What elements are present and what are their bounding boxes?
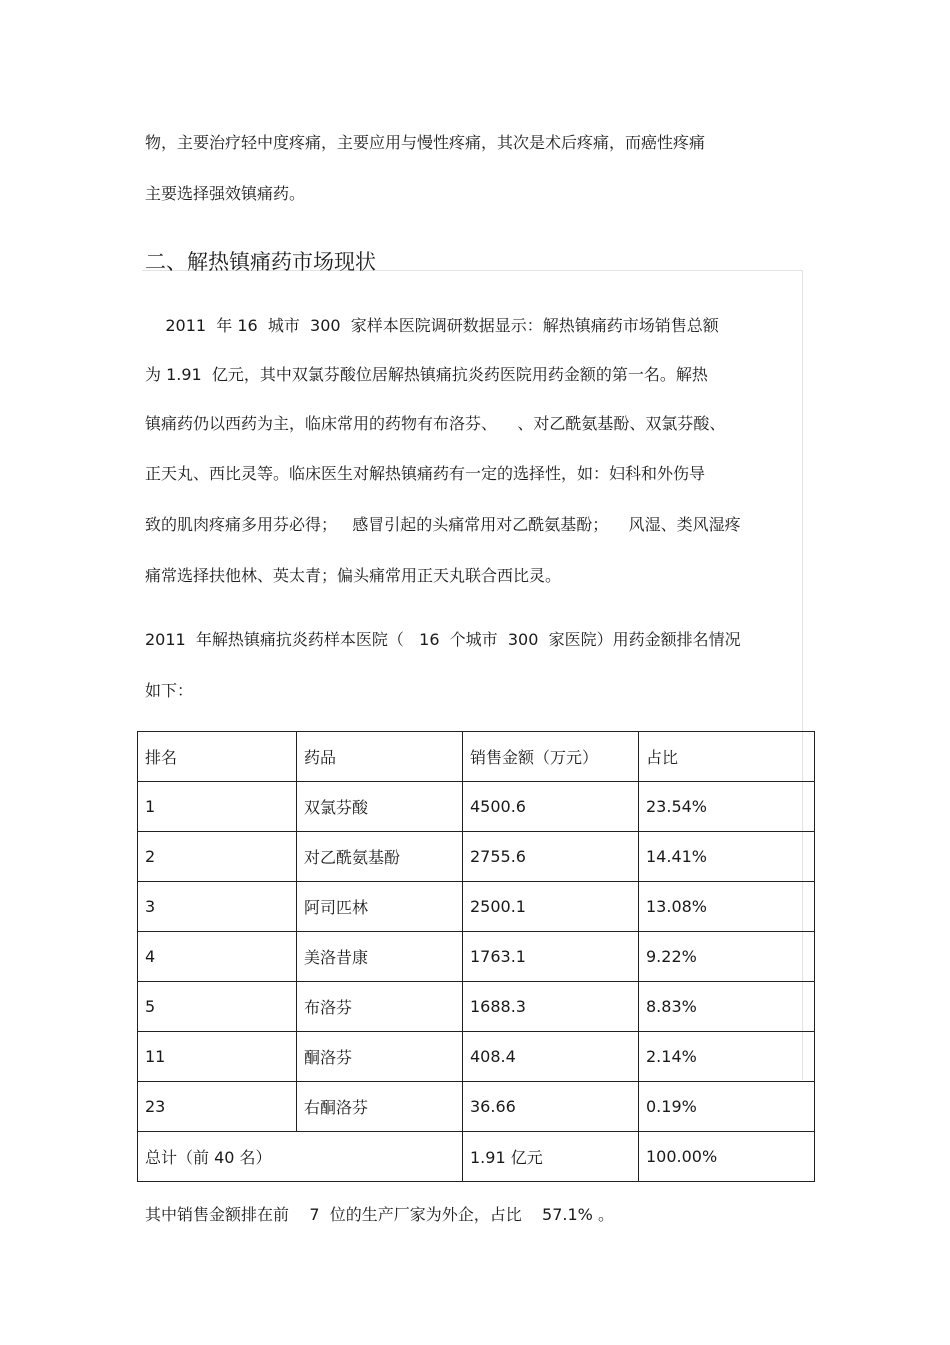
cell-sales: 2755.6 xyxy=(463,832,639,882)
cell-share: 14.41% xyxy=(639,832,815,882)
cell-sales: 1763.1 xyxy=(463,932,639,982)
cell-drug: 阿司匹林 xyxy=(297,882,463,932)
table-row xyxy=(138,832,815,882)
paragraph-line-3: 镇痛药仍以西药为主，临床常用的药物有布洛芬、 、对乙酰氨基酚、双氯芬酸、 xyxy=(145,414,726,433)
footer-note: 其中销售金额排在前 7 位的生产厂家为外企，占比 57.1% 。 xyxy=(145,1205,614,1224)
cell-share: 0.19% xyxy=(639,1082,815,1132)
cell-rank: 2 xyxy=(138,832,297,882)
cell-share: 2.14% xyxy=(639,1032,815,1082)
intro-line-2: 主要选择强效镇痛药。 xyxy=(145,184,306,203)
cell-share: 9.22% xyxy=(639,932,815,982)
cell-rank: 1 xyxy=(138,782,297,832)
cell-share: 23.54% xyxy=(639,782,815,832)
sales-ranking-table xyxy=(137,731,815,1182)
table-row xyxy=(138,932,815,982)
cell-sales: 1688.3 xyxy=(463,982,639,1032)
table-total-row xyxy=(138,1132,815,1182)
table-header-row xyxy=(138,732,815,782)
table-row xyxy=(138,882,815,932)
cell-sales: 2500.1 xyxy=(463,882,639,932)
cell-rank: 4 xyxy=(138,932,297,982)
table-row xyxy=(138,1082,815,1132)
cell-rank: 5 xyxy=(138,982,297,1032)
cell-rank: 23 xyxy=(138,1082,297,1132)
intro-line-1: 物，主要治疗轻中度疼痛，主要应用与慢性疼痛，其次是术后疼痛，而癌性疼痛 xyxy=(145,133,706,152)
header-drug: 药品 xyxy=(297,732,463,782)
header-share: 占比 xyxy=(639,732,815,782)
cell-sales: 36.66 xyxy=(463,1082,639,1132)
header-rank: 排名 xyxy=(138,732,297,782)
header-sales: 销售金额（万元） xyxy=(463,732,639,782)
cell-rank: 3 xyxy=(138,882,297,932)
cell-drug: 右酮洛芬 xyxy=(297,1082,463,1132)
cell-drug: 美洛昔康 xyxy=(297,932,463,982)
total-share: 100.00% xyxy=(639,1132,815,1182)
cell-drug: 双氯芬酸 xyxy=(297,782,463,832)
section-title: 二、解热镇痛药市场现状 xyxy=(145,250,376,274)
table-intro-line-1: 2011 年解热镇痛抗炎药样本医院（ 16 个城市 300 家医院）用药金额排名情况 xyxy=(145,630,741,649)
cell-drug: 对乙酰氨基酚 xyxy=(297,832,463,882)
paragraph-line-5: 致的肌肉疼痛多用芬必得； 感冒引起的头痛常用对乙酰氨基酚； 风湿、类风湿疼 xyxy=(145,515,741,534)
cell-share: 8.83% xyxy=(639,982,815,1032)
table-row xyxy=(138,782,815,832)
total-sales: 1.91 亿元 xyxy=(463,1132,639,1182)
total-label: 总计（前 40 名） xyxy=(138,1132,463,1182)
paragraph-line-1: 2011 年 16 城市 300 家样本医院调研数据显示：解热镇痛药市场销售总额 xyxy=(145,316,719,335)
cell-drug: 酮洛芬 xyxy=(297,1032,463,1082)
cell-sales: 408.4 xyxy=(463,1032,639,1082)
cell-rank: 11 xyxy=(138,1032,297,1082)
paragraph-line-4: 正天丸、西比灵等。临床医生对解热镇痛药有一定的选择性，如：妇科和外伤导 xyxy=(145,464,706,483)
paragraph-line-6: 痛常选择扶他林、英太青；偏头痛常用正天丸联合西比灵。 xyxy=(145,566,562,585)
cell-share: 13.08% xyxy=(639,882,815,932)
table-intro-line-2: 如下： xyxy=(145,681,194,700)
table-row xyxy=(138,982,815,1032)
cell-sales: 4500.6 xyxy=(463,782,639,832)
cell-drug: 布洛芬 xyxy=(297,982,463,1032)
paragraph-line-2: 为 1.91 亿元，其中双氯芬酸位居解热镇痛抗炎药医院用药金额的第一名。解热 xyxy=(145,365,708,384)
table-row xyxy=(138,1032,815,1082)
